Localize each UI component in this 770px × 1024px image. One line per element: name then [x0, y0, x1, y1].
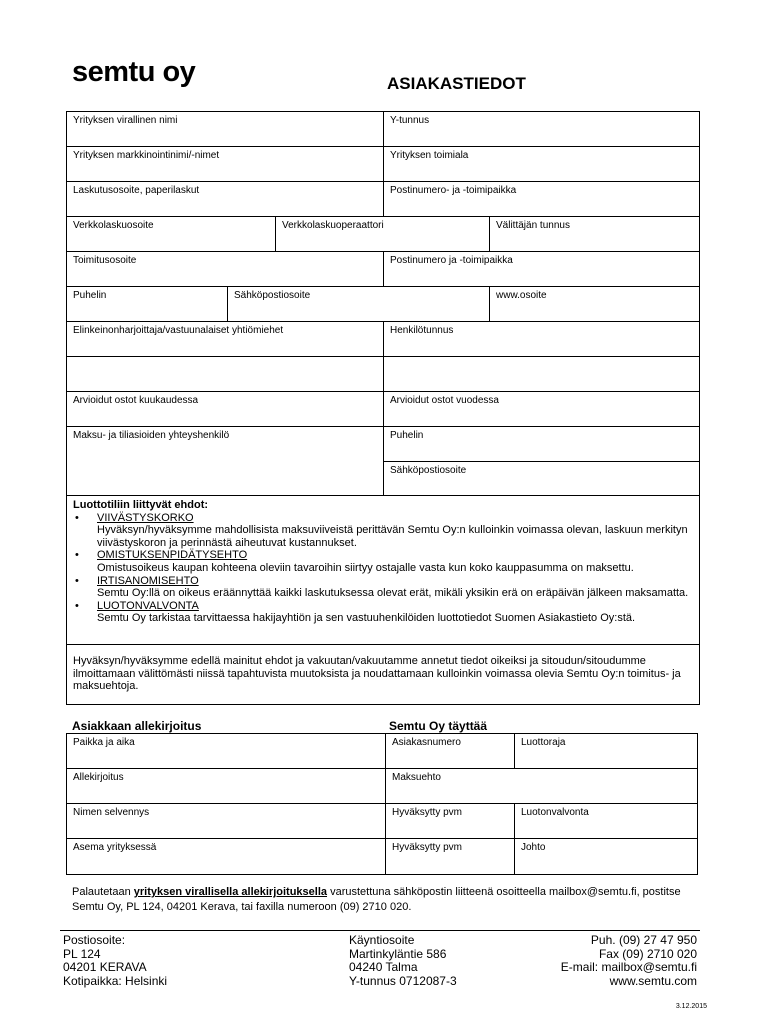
field-official-name[interactable]: Yrityksen virallinen nimi: [73, 115, 178, 126]
footer-postal: [63, 934, 167, 988]
term-text: Semtu Oy tarkistaa tarvittaessa hakijayhtiön ja sen vastuuhenkilöiden luottotiedot Suomen Asiakastieto Oy:stä.: [97, 612, 636, 625]
term-item: [73, 512, 693, 550]
term-text: Omistusoikeus kaupan kohteena oleviin tavaroihin siirtyy ostajalle vasta kun koko kauppasumma on maksettu.: [97, 561, 634, 574]
field-position[interactable]: Asema yrityksessä: [73, 842, 157, 853]
field-personal-id[interactable]: Henkilötunnus: [390, 325, 454, 336]
field-contact-phone[interactable]: Puhelin: [390, 430, 424, 441]
footer-line: 04240 Talma: [349, 960, 418, 974]
field-management[interactable]: Johto: [521, 842, 546, 853]
field-industry[interactable]: Yrityksen toimiala: [390, 150, 469, 161]
credit-terms-box: [66, 495, 700, 705]
footer-line: Kotipaikka: Helsinki: [63, 973, 168, 988]
field-place-date[interactable]: Paikka ja aika: [73, 737, 135, 748]
field-billing-postcode[interactable]: Postinumero- ja -toimipaikka: [390, 185, 517, 196]
bullet: •: [75, 599, 79, 612]
field-einvoice-operator[interactable]: Verkkolaskuoperaattori: [282, 220, 384, 231]
field-approved-date-2[interactable]: Hyväksytty pvm: [392, 842, 463, 853]
field-customer-number[interactable]: Asiakasnumero: [392, 737, 461, 748]
agreement-text: Hyväksyn/hyväksymme edellä mainitut ehdot ja vakuutan/vakuutamme annetut tiedot oikeiksi ja sitoudun/sitoudumme ilmoittamaan välittömästi niissä tapahtuvista muutoksista ja noudattamaan kulloinkin voimassa olevia Semtu Oy:n toimitus- ja maksuehtoja.: [73, 655, 681, 693]
field-responsible-partners[interactable]: Elinkeinonharjoittaja/vastuunalaiset yhtiömiehet: [73, 325, 284, 336]
term-item: [73, 600, 693, 625]
term-title: LUOTONVALVONTA: [97, 599, 199, 612]
field-yearly-purchases[interactable]: Arvioidut ostot vuodessa: [390, 395, 499, 406]
footer-visiting: [349, 934, 457, 988]
note-pre: Palautetaan: [72, 886, 134, 898]
term-item: [73, 549, 693, 574]
footer-line: Y-tunnus 0712087-3: [349, 973, 457, 988]
field-delivery-postcode[interactable]: Postinumero ja -toimipaikka: [390, 255, 513, 266]
footer-line: Martinkyläntie 586: [349, 946, 447, 961]
field-website[interactable]: www.osoite: [496, 290, 547, 301]
note-post: varustettuna sähköpostin liitteenä osoitteella mailbox@semtu.fi, postitse Semtu Oy, PL 124, 04201 Kerava, tai faxilla numeroon (09) 2710 020.: [72, 886, 681, 913]
footer-email[interactable]: E-mail: mailbox@semtu.fi: [560, 960, 697, 974]
company-logo: semtu oy: [72, 56, 196, 88]
field-delivery-address[interactable]: Toimitusosoite: [73, 255, 137, 266]
customer-info-form: [66, 111, 700, 496]
footer-divider: [60, 930, 700, 931]
term-title: IRTISANOMISEHTO: [97, 574, 199, 587]
field-business-id[interactable]: Y-tunnus: [390, 115, 430, 126]
signature-form: [66, 733, 698, 875]
terms-heading: Luottotiliin liittyvät ehdot:: [73, 499, 209, 511]
field-email[interactable]: Sähköpostiosoite: [234, 290, 311, 301]
field-billing-address[interactable]: Laskutusosoite, paperilaskut: [73, 185, 200, 196]
footer-line: 04201 KERAVA: [63, 960, 147, 974]
page-title: ASIAKASTIEDOT: [387, 74, 526, 93]
note-bold: yrityksen virallisella allekirjoituksella: [133, 886, 328, 898]
footer-line: Postiosoite:: [63, 933, 126, 947]
bullet: •: [75, 511, 79, 524]
field-approved-date-1[interactable]: Hyväksytty pvm: [392, 807, 463, 818]
field-billing-contact[interactable]: Maksu- ja tiliasioiden yhteyshenkilö: [73, 430, 230, 441]
semtu-fills-heading: Semtu Oy täyttää: [389, 719, 488, 733]
document-date: 3.12.2015: [675, 1003, 707, 1010]
field-phone[interactable]: Puhelin: [73, 290, 107, 301]
field-credit-control[interactable]: Luotonvalvonta: [521, 807, 589, 818]
field-marketing-names[interactable]: Yrityksen markkinointinimi/-nimet: [73, 150, 220, 161]
footer-line: PL 124: [63, 946, 101, 961]
footer-phone: Puh. (09) 27 47 950: [590, 933, 697, 947]
field-credit-limit[interactable]: Luottoraja: [521, 737, 566, 748]
field-broker-id[interactable]: Välittäjän tunnus: [496, 220, 570, 231]
term-title: VIIVÄSTYSKORKO: [97, 511, 194, 524]
footer-line: Käyntiosoite: [349, 933, 415, 947]
field-einvoice-address[interactable]: Verkkolaskuosoite: [73, 220, 154, 231]
footer-website[interactable]: www.semtu.com: [609, 973, 697, 988]
field-name-clarification[interactable]: Nimen selvennys: [73, 807, 150, 818]
field-contact-email[interactable]: Sähköpostiosoite: [390, 465, 467, 476]
term-item: [73, 575, 693, 600]
footer-fax: Fax (09) 2710 020: [598, 946, 697, 961]
term-text: Hyväksyn/hyväksymme mahdollisista maksuviiveistä perittävän Semtu Oy:n kulloinkin voimassa olevan, laskuun merkityn viivästyskoron ja perinnästä aiheutuvat kustannukset.: [97, 524, 688, 549]
footer-contact: [561, 934, 697, 988]
term-text: Semtu Oy:llä on oikeus eräännyttää kaikki laskutuksessa olevat erät, mikäli yksikin erä on eräpäivän jälkeen maksamatta.: [97, 587, 689, 600]
return-instructions: [72, 885, 712, 915]
field-payment-terms[interactable]: Maksuehto: [392, 772, 441, 783]
term-title: OMISTUKSENPIDÄTYSEHTO: [97, 549, 248, 562]
field-signature[interactable]: Allekirjoitus: [73, 772, 124, 783]
bullet: •: [75, 549, 79, 562]
customer-signature-heading: Asiakkaan allekirjoitus: [72, 719, 202, 733]
bullet: •: [75, 574, 79, 587]
field-monthly-purchases[interactable]: Arvioidut ostot kuukaudessa: [73, 395, 199, 406]
